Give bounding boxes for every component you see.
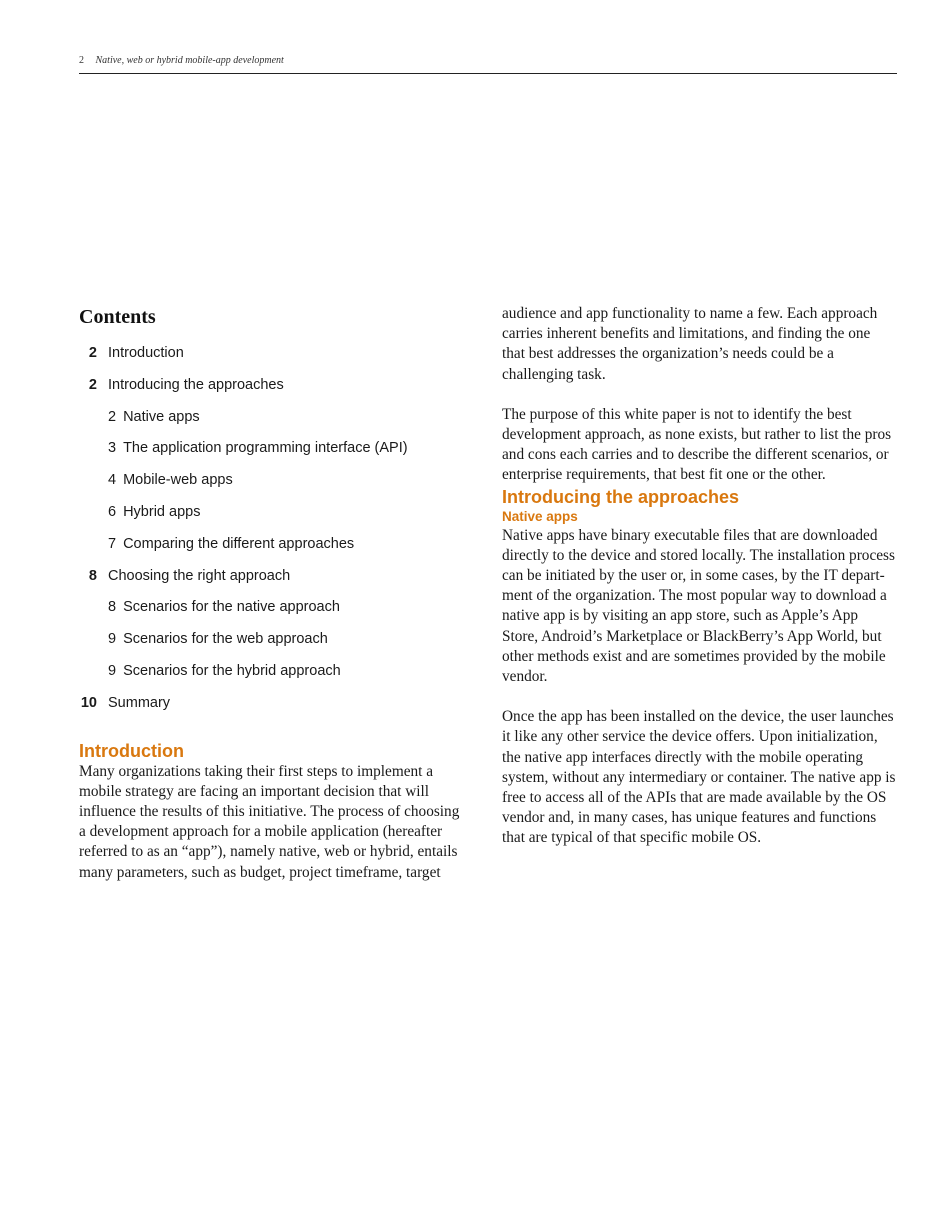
left-column: [79, 304, 464, 883]
header-rule: [79, 73, 897, 74]
page-number: 2: [79, 55, 84, 66]
toc-label: Summary: [108, 694, 171, 711]
toc-page-number: 8: [88, 567, 97, 584]
introduction-heading: Introduction: [79, 740, 184, 761]
toc-page-number: 7: [108, 535, 117, 552]
toc-item[interactable]: [79, 693, 464, 725]
native-apps-paragraph-2: Once the app has been installed on the device, the user launches it like any other service the device offers. Upon initialization, the native app interfaces directly with the mobile operating system, without any intermediary or container. The native app is free to access all of the APIs that are made available by the OS vendor and, in many cases, has unique features and functions that are typical of that specific mobile OS.: [502, 708, 896, 847]
toc-page-number: 9: [108, 662, 117, 679]
paragraph-spacer: [502, 385, 897, 405]
native-apps-paragraph: Native apps have binary executable files that are downloaded directly to the device and stored locally. The installation process can be initiated by the user or, in some cases, by the IT depart-ment of the organization. The most popular way to download a native app is by visiting an app store, such as Apple’s App Store, Android’s Marketplace or BlackBerry’s App World, but other methods exist and are sometimes provided by the mobile vendor.: [502, 526, 895, 686]
toc-page-number: 9: [108, 631, 117, 648]
toc-page-number: 2: [88, 345, 97, 361]
toc-page-number: 3: [108, 440, 117, 457]
toc-label: The application programming interface (API): [123, 440, 408, 457]
toc-label: Scenarios for the native approach: [123, 599, 340, 616]
paragraph-spacer: [502, 687, 897, 707]
toc-item[interactable]: [79, 375, 464, 407]
toc-label: Introduction: [108, 345, 184, 361]
introduction-section: [79, 740, 464, 883]
toc-label: Scenarios for the hybrid approach: [123, 662, 341, 679]
toc-item[interactable]: [79, 566, 464, 598]
toc-label: Mobile-web apps: [123, 472, 233, 489]
introduction-paragraph-continued: audience and app functionality to name a few. Each approach carries inherent benefits and limitations, and finding the one that best addresses the organization’s needs could be a challenging task.: [502, 305, 878, 383]
toc-page-number: 4: [108, 472, 117, 489]
toc-page-number: 2: [108, 408, 117, 425]
toc-page-number: 10: [80, 694, 97, 711]
toc-label: Comparing the different approaches: [123, 535, 355, 552]
toc-page-number: 6: [108, 503, 117, 520]
toc-item[interactable]: [79, 407, 464, 439]
toc-label: Choosing the right approach: [108, 567, 291, 584]
running-header: [79, 55, 897, 66]
right-column: [502, 304, 897, 849]
toc-item[interactable]: [79, 597, 464, 629]
table-of-contents: [79, 343, 464, 725]
toc-page-number: 2: [88, 376, 97, 393]
toc-item[interactable]: [79, 534, 464, 566]
toc-item[interactable]: [79, 502, 464, 534]
purpose-paragraph: The purpose of this white paper is not to identify the best development approach, as none exists, but rather to list the pros and cons each carries and to describe the different scenarios, or enterprise requirements, that best fit one or the other.: [502, 405, 892, 484]
toc-page-number: 8: [108, 599, 117, 616]
toc-label: Hybrid apps: [123, 503, 201, 520]
toc-label: Introducing the approaches: [108, 376, 284, 393]
introduction-paragraph: Many organizations taking their first steps to implement a mobile strategy are facing an important decision that will influence the results of this initiative. The process of choosing a development approach for a mobile application (hereafter referred to as an “app”), namely native, web or hybrid, entails many parameters, such as budget, project timeframe, target: [79, 762, 460, 881]
toc-item[interactable]: [79, 343, 464, 375]
toc-item[interactable]: [79, 629, 464, 661]
toc-label: Native apps: [123, 408, 200, 425]
contents-title: Contents: [79, 306, 156, 328]
toc-item[interactable]: [79, 438, 464, 470]
running-title: Native, web or hybrid mobile-app development: [95, 55, 284, 66]
approaches-heading: Introducing the approaches: [502, 486, 740, 507]
toc-item[interactable]: [79, 470, 464, 502]
toc-item[interactable]: [79, 661, 464, 693]
toc-label: Scenarios for the web approach: [123, 631, 328, 648]
native-apps-subheading: Native apps: [502, 508, 578, 524]
